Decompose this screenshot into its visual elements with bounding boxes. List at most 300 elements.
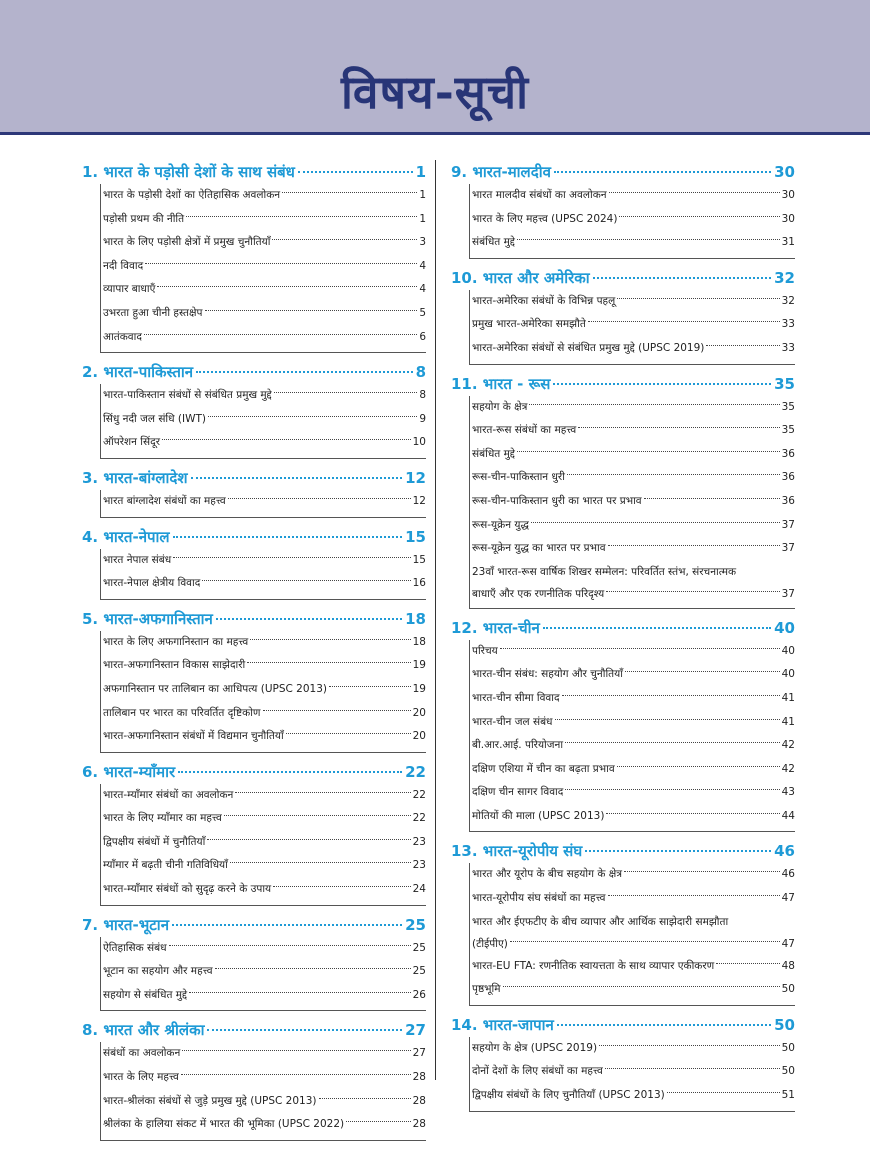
- section-title: 14. भारत-जापान: [451, 1015, 554, 1034]
- column-divider: [435, 160, 436, 1080]
- toc-entry[interactable]: [472, 711, 795, 735]
- section-title: 3. भारत-बांग्लादेश: [82, 468, 188, 487]
- dot-leader: [162, 439, 411, 440]
- entry-title-continued: बाधाएँ और एक रणनीतिक परिदृश्य: [472, 587, 605, 600]
- entry-page-number: 25: [412, 965, 426, 978]
- entry-page-number: 10: [412, 436, 426, 449]
- section-entries: [100, 549, 426, 600]
- dot-leader: [543, 627, 771, 629]
- section-title: 13. भारत-यूरोपीय संघ: [451, 842, 583, 861]
- entry-page-number: 28: [412, 1071, 426, 1084]
- dot-leader: [609, 192, 780, 193]
- entry-page-number: 20: [412, 706, 426, 719]
- section-title: 2. भारत-पाकिस्तान: [82, 363, 194, 382]
- toc-section: [82, 360, 426, 459]
- entry-line: [472, 583, 795, 605]
- section-page-number: 12: [405, 468, 426, 487]
- toc-entry[interactable]: [103, 784, 426, 808]
- dot-leader: [298, 171, 413, 173]
- toc-entry[interactable]: [472, 805, 795, 829]
- section-page-number: 50: [774, 1015, 795, 1034]
- section-entries: [100, 384, 426, 459]
- entry-page-number: 50: [781, 983, 795, 996]
- toc-entry[interactable]: [472, 337, 795, 361]
- dot-leader: [273, 886, 410, 887]
- entry-page-number: 9: [419, 412, 426, 425]
- entry-title: आतंकवाद: [103, 330, 142, 343]
- dot-leader: [619, 216, 779, 217]
- toc-entry[interactable]: [472, 490, 795, 514]
- toc-entry[interactable]: [472, 290, 795, 314]
- entry-page-number: 12: [412, 494, 426, 507]
- entry-page-number: 35: [781, 424, 795, 437]
- entry-title: रूस-यूक्रेन युद्ध का भारत पर प्रभाव: [472, 542, 606, 555]
- entry-page-number: 41: [781, 691, 795, 704]
- toc-entry[interactable]: [103, 326, 426, 350]
- entry-title: द्विपक्षीय संबंधों में चुनौतियाँ: [103, 835, 206, 848]
- dot-leader: [578, 427, 779, 428]
- toc-entry[interactable]: [472, 443, 795, 467]
- entry-page-number: 1: [419, 212, 426, 225]
- dot-leader: [329, 686, 411, 687]
- entry-title: संबंधित मुद्दे: [472, 447, 515, 460]
- section-page-number: 1: [415, 163, 426, 181]
- toc-section: [82, 607, 426, 753]
- toc-entry[interactable]: [472, 887, 795, 911]
- section-title: 8. भारत और श्रीलंका: [82, 1021, 205, 1040]
- toc-section: [82, 1018, 426, 1140]
- toc-entry[interactable]: [103, 725, 426, 749]
- section-entries: [100, 184, 426, 353]
- entry-page-number: 50: [781, 1065, 795, 1078]
- entry-title: भारत के लिए अफगानिस्तान का महत्त्व: [103, 635, 249, 648]
- entry-page-number: 16: [412, 577, 426, 590]
- entry-title-continued: (टीईपीए): [472, 937, 508, 950]
- section-heading[interactable]: [451, 160, 795, 184]
- entry-title: भारत के लिए पड़ोसी क्षेत्रों में प्रमुख चुनौतियाँ: [103, 236, 271, 249]
- toc-entry[interactable]: [103, 549, 426, 573]
- entry-title: भारत-म्याँमार संबंधों को सुदृढ़ करने के उपाय: [103, 883, 272, 896]
- toc-entry[interactable]: [472, 911, 795, 955]
- entry-page-number: 47: [781, 892, 795, 905]
- section-page-number: 25: [405, 915, 426, 934]
- toc-entry[interactable]: [472, 184, 795, 208]
- dot-leader: [529, 404, 779, 405]
- section-title: 11. भारत - रूस: [451, 374, 551, 393]
- toc-section: [451, 372, 795, 609]
- entry-title: भारत के पड़ोसी देशों का ऐतिहासिक अवलोकन: [103, 189, 281, 201]
- entry-page-number: 18: [412, 635, 426, 648]
- header-rule: [0, 132, 870, 135]
- dot-leader: [599, 1045, 780, 1046]
- section-title: 1. भारत के पड़ोसी देशों के साथ संबंध: [82, 163, 295, 181]
- entry-page-number: 36: [781, 447, 795, 460]
- toc-entry[interactable]: [472, 561, 795, 605]
- entry-page-number: 8: [419, 389, 426, 402]
- entry-page-number: 44: [781, 809, 795, 822]
- dot-leader: [517, 451, 780, 452]
- entry-title: सहयोग के क्षेत्र (UPSC 2019): [472, 1041, 598, 1054]
- section-page-number: 30: [774, 163, 795, 181]
- toc-entry[interactable]: [103, 854, 426, 878]
- entry-page-number: 46: [781, 868, 795, 881]
- toc-entry[interactable]: [472, 231, 795, 255]
- entry-title: भारत के लिए महत्त्व: [103, 1071, 179, 1084]
- entry-page-number: 22: [412, 788, 426, 801]
- section-entries: [100, 1042, 426, 1140]
- section-heading[interactable]: [451, 616, 795, 640]
- dot-leader: [555, 719, 780, 720]
- entry-title: परिचय: [472, 644, 498, 657]
- dot-leader: [553, 383, 771, 385]
- entry-title: भारत-चीन सीमा विवाद: [472, 691, 560, 704]
- toc-entry[interactable]: [103, 1090, 426, 1114]
- entry-title: सहयोग के क्षेत्र: [472, 400, 528, 413]
- section-title: 7. भारत-भूटान: [82, 915, 170, 934]
- entry-title: भारत-यूरोपीय संघ संबंधों का महत्त्व: [472, 892, 606, 905]
- dot-leader: [565, 742, 780, 743]
- dot-leader: [250, 639, 410, 640]
- dot-leader: [215, 968, 411, 969]
- entry-title: 23वाँ भारत-रूस वार्षिक शिखर सम्मेलन: परिवर्तित स्तंभ, संरचनात्मक: [472, 565, 737, 578]
- entry-title: भारत-पाकिस्तान संबंधों से संबंधित प्रमुख मुद्दे: [103, 389, 272, 402]
- toc-entry[interactable]: [103, 878, 426, 902]
- toc-section: [82, 160, 426, 353]
- entry-title: भारत-चीन संबंध: सहयोग और चुनौतियाँ: [472, 668, 623, 681]
- dot-leader: [228, 498, 411, 499]
- section-entries: [100, 490, 426, 518]
- entry-title: श्रीलंका के हालिया संकट में भारत की भूमिका (UPSC 2022): [103, 1118, 345, 1131]
- entry-title: भारत-अफगानिस्तान विकास साझेदारी: [103, 659, 246, 672]
- dot-leader: [230, 862, 411, 863]
- dot-leader: [500, 648, 780, 649]
- dot-leader: [557, 1024, 771, 1026]
- toc-left-column: [82, 160, 426, 1148]
- entry-page-number: 37: [781, 518, 795, 531]
- section-heading[interactable]: [82, 466, 426, 490]
- entry-page-number: 30: [781, 189, 795, 201]
- entry-title: भारत-अमेरिका संबंधों के विभिन्न पहलू: [472, 294, 616, 307]
- dot-leader: [517, 239, 780, 240]
- toc-section: [82, 913, 426, 1012]
- entry-page-number: 28: [412, 1118, 426, 1131]
- entry-page-number: 15: [412, 553, 426, 566]
- toc-section: [451, 839, 795, 1005]
- section-page-number: 35: [774, 374, 795, 393]
- section-title: 5. भारत-अफगानिस्तान: [82, 609, 213, 628]
- entry-title: भारत-नेपाल क्षेत्रीय विवाद: [103, 577, 201, 590]
- toc-entry[interactable]: [103, 208, 426, 232]
- toc-entry[interactable]: [472, 863, 795, 887]
- section-title: 6. भारत-म्याँमार: [82, 762, 176, 781]
- toc-entry[interactable]: [103, 631, 426, 655]
- entry-page-number: 50: [781, 1041, 795, 1054]
- toc-entry[interactable]: [472, 758, 795, 782]
- dot-leader: [503, 986, 780, 987]
- entry-title: पृष्ठभूमि: [472, 983, 501, 996]
- dot-leader: [625, 671, 780, 672]
- page-title: विषय-सूची: [340, 65, 530, 119]
- section-page-number: 46: [774, 842, 795, 861]
- toc-entry[interactable]: [472, 955, 795, 979]
- dot-leader: [644, 498, 780, 499]
- toc-entry[interactable]: [472, 514, 795, 538]
- dot-leader: [186, 216, 417, 217]
- section-entries: [469, 290, 795, 365]
- entry-page-number: 20: [412, 730, 426, 743]
- toc-entry[interactable]: [103, 831, 426, 855]
- dot-leader: [196, 371, 412, 373]
- entry-title: भारत और यूरोप के बीच सहयोग के क्षेत्र: [472, 868, 623, 881]
- entry-title: भारत नेपाल संबंध: [103, 553, 172, 566]
- dot-leader: [282, 192, 417, 193]
- entry-title: भूटान का सहयोग और महत्त्व: [103, 965, 213, 978]
- toc-entry[interactable]: [103, 678, 426, 702]
- dot-leader: [272, 239, 417, 240]
- toc-section: [451, 1013, 795, 1112]
- entry-page-number: 42: [781, 762, 795, 775]
- entry-title: भारत-चीन जल संबंध: [472, 715, 553, 728]
- entry-page-number: 35: [781, 400, 795, 413]
- entry-page-number: 4: [419, 259, 426, 272]
- dot-leader: [205, 310, 418, 311]
- dot-leader: [145, 263, 417, 264]
- toc-section: [82, 525, 426, 600]
- toc-entry[interactable]: [472, 734, 795, 758]
- entry-title: बी.आर.आई. परियोजना: [472, 739, 564, 752]
- section-heading[interactable]: [82, 607, 426, 631]
- section-heading[interactable]: [82, 525, 426, 549]
- dot-leader: [157, 286, 417, 287]
- dot-leader: [286, 733, 411, 734]
- toc-entry[interactable]: [103, 1066, 426, 1090]
- entry-title: प्रमुख भारत-अमेरिका समझौते: [472, 318, 586, 331]
- entry-page-number: 36: [781, 471, 795, 484]
- dot-leader: [263, 710, 411, 711]
- entry-title: नदी विवाद: [103, 259, 144, 272]
- dot-leader: [173, 536, 403, 538]
- toc-entry[interactable]: [472, 313, 795, 337]
- dot-leader: [716, 963, 779, 964]
- dot-leader: [605, 1068, 780, 1069]
- entry-page-number: 43: [781, 786, 795, 799]
- toc-entry[interactable]: [103, 984, 426, 1008]
- entry-page-number: 26: [412, 988, 426, 1001]
- entry-page-number: 19: [412, 659, 426, 672]
- dot-leader: [181, 1074, 411, 1075]
- dot-leader: [235, 792, 410, 793]
- dot-leader: [169, 945, 411, 946]
- toc-entry[interactable]: [103, 278, 426, 302]
- toc-entry[interactable]: [472, 1060, 795, 1084]
- dot-leader: [178, 771, 402, 773]
- dot-leader: [593, 277, 771, 279]
- entry-page-number: 30: [781, 212, 795, 225]
- section-heading[interactable]: [82, 360, 426, 384]
- dot-leader: [606, 813, 779, 814]
- toc-entry[interactable]: [472, 663, 795, 687]
- entry-title: भारत-अमेरिका संबंधों से संबंधित प्रमुख मुद्दे (UPSC 2019): [472, 341, 705, 354]
- entry-title: भारत-श्रीलंका संबंधों से जुड़े प्रमुख मुद्दे (UPSC 2013): [103, 1094, 317, 1107]
- toc-entry[interactable]: [103, 184, 426, 208]
- toc-section: [82, 466, 426, 518]
- section-page-number: 32: [774, 268, 795, 287]
- section-heading[interactable]: [451, 839, 795, 863]
- toc-entry[interactable]: [472, 687, 795, 711]
- toc-entry[interactable]: [103, 654, 426, 678]
- toc-entry[interactable]: [472, 1084, 795, 1108]
- entry-page-number: 48: [781, 959, 795, 972]
- toc-entry[interactable]: [103, 408, 426, 432]
- toc-entry[interactable]: [472, 419, 795, 443]
- toc-entry[interactable]: [472, 781, 795, 805]
- section-heading[interactable]: [451, 372, 795, 396]
- entry-page-number: 5: [419, 306, 426, 319]
- dot-leader: [274, 392, 418, 393]
- section-heading[interactable]: [82, 760, 426, 784]
- toc-right-column: [451, 160, 795, 1119]
- entry-page-number: 36: [781, 494, 795, 507]
- dot-leader: [247, 662, 410, 663]
- entry-page-number: 3: [419, 236, 426, 249]
- entry-title: म्याँमार में बढ़ती चीनी गतिविधियाँ: [103, 859, 228, 872]
- section-entries: [469, 396, 795, 609]
- entry-page-number: 41: [781, 715, 795, 728]
- entry-page-number: 37: [781, 542, 795, 555]
- entry-page-number: 33: [781, 341, 795, 354]
- toc-entry[interactable]: [103, 490, 426, 514]
- entry-page-number: 27: [412, 1047, 426, 1060]
- entry-title: भारत मालदीव संबंधों का अवलोकन: [472, 189, 607, 201]
- dot-leader: [202, 580, 410, 581]
- dot-leader: [608, 545, 780, 546]
- dot-leader: [207, 839, 410, 840]
- section-heading[interactable]: [82, 1018, 426, 1042]
- toc-entry[interactable]: [103, 960, 426, 984]
- entry-page-number: 40: [781, 668, 795, 681]
- entry-page-number: 6: [419, 330, 426, 343]
- dot-leader: [565, 789, 779, 790]
- toc-entry[interactable]: [103, 572, 426, 596]
- dot-leader: [510, 941, 780, 942]
- entry-title: व्यापार बाधाएँ: [103, 283, 156, 296]
- section-page-number: 22: [405, 762, 426, 781]
- entry-title: दक्षिण एशिया में चीन का बढ़ता प्रभाव: [472, 762, 615, 775]
- entry-title: तालिबान पर भारत का परिवर्तित दृष्टिकोण: [103, 706, 261, 719]
- dot-leader: [224, 815, 411, 816]
- entry-page-number: 32: [781, 294, 795, 307]
- dot-leader: [173, 557, 410, 558]
- entry-title: रूस-चीन-पाकिस्तान धुरी का भारत पर प्रभाव: [472, 494, 642, 507]
- entry-title: रूस-चीन-पाकिस्तान धुरी: [472, 471, 565, 484]
- section-entries: [469, 863, 795, 1005]
- toc-entry[interactable]: [103, 1113, 426, 1137]
- dot-leader: [608, 895, 780, 896]
- section-title: 4. भारत-नेपाल: [82, 527, 170, 546]
- toc-entry[interactable]: [103, 302, 426, 326]
- entry-page-number: 37: [781, 587, 795, 600]
- dot-leader: [207, 1029, 402, 1031]
- entry-title: भारत के लिए महत्त्व (UPSC 2024): [472, 212, 618, 225]
- entry-page-number: 42: [781, 739, 795, 752]
- entry-page-number: 4: [419, 283, 426, 296]
- entry-title: भारत के लिए म्याँमार का महत्त्व: [103, 812, 222, 825]
- dot-leader: [624, 871, 780, 872]
- entry-title: पड़ोसी प्रथम की नीति: [103, 212, 185, 225]
- entry-title: भारत-EU FTA: रणनीतिक स्वायत्तता के साथ व्यापार एकीकरण: [472, 959, 715, 972]
- entry-title: रूस-यूक्रेन युद्ध: [472, 518, 529, 531]
- dot-leader: [706, 345, 779, 346]
- toc-section: [451, 616, 795, 833]
- toc-entry[interactable]: [103, 231, 426, 255]
- section-entries: [100, 784, 426, 906]
- toc-entry[interactable]: [103, 255, 426, 279]
- entry-title: संबंधों का अवलोकन: [103, 1047, 181, 1060]
- toc-entry[interactable]: [472, 640, 795, 664]
- toc-entry[interactable]: [103, 1042, 426, 1066]
- toc-entry[interactable]: [472, 1037, 795, 1061]
- dot-leader: [189, 992, 411, 993]
- dot-leader: [585, 850, 771, 852]
- entry-title: अफगानिस्तान पर तालिबान का आधिपत्य (UPSC 2013): [103, 682, 327, 695]
- dot-leader: [319, 1098, 411, 1099]
- toc-entry[interactable]: [472, 978, 795, 1002]
- toc-entry[interactable]: [103, 384, 426, 408]
- section-page-number: 15: [405, 527, 426, 546]
- toc-entry[interactable]: [472, 396, 795, 420]
- toc-entry[interactable]: [103, 937, 426, 961]
- toc-section: [451, 266, 795, 365]
- section-page-number: 27: [405, 1021, 426, 1040]
- dot-leader: [208, 416, 417, 417]
- section-heading[interactable]: [82, 913, 426, 937]
- section-entries: [469, 184, 795, 259]
- entry-page-number: 40: [781, 644, 795, 657]
- toc-entry[interactable]: [472, 208, 795, 232]
- dot-leader: [144, 334, 417, 335]
- section-heading[interactable]: [451, 266, 795, 290]
- section-entries: [469, 1037, 795, 1112]
- entry-title: ऐतिहासिक संबंध: [103, 941, 167, 954]
- entry-title: भारत बांग्लादेश संबंधों का महत्त्व: [103, 494, 226, 507]
- dot-leader: [606, 591, 779, 592]
- toc-entry[interactable]: [103, 431, 426, 455]
- entry-title: सहयोग से संबंधित मुद्दे: [103, 988, 188, 1001]
- entry-title: सिंधु नदी जल संधि (IWT): [103, 412, 207, 425]
- section-page-number: 40: [774, 618, 795, 637]
- entry-page-number: 51: [781, 1089, 795, 1102]
- entry-title: भारत और ईएफटीए के बीच व्यापार और आर्थिक साझेदारी समझौता: [472, 915, 729, 928]
- entry-page-number: 19: [412, 682, 426, 695]
- section-heading[interactable]: [82, 160, 426, 184]
- toc-entry[interactable]: [472, 466, 795, 490]
- section-entries: [469, 640, 795, 833]
- dot-leader: [588, 321, 780, 322]
- entry-title: मोतियों की माला (UPSC 2013): [472, 809, 605, 822]
- entry-page-number: 24: [412, 883, 426, 896]
- toc-entry[interactable]: [103, 702, 426, 726]
- entry-title: दक्षिण चीन सागर विवाद: [472, 786, 564, 799]
- entry-line: [472, 561, 795, 583]
- entry-title: भारत-रूस संबंधों का महत्त्व: [472, 424, 577, 437]
- toc-entry[interactable]: [103, 807, 426, 831]
- dot-leader: [172, 924, 402, 926]
- toc-entry[interactable]: [472, 537, 795, 561]
- dot-leader: [567, 474, 780, 475]
- dot-leader: [191, 477, 403, 479]
- dot-leader: [531, 522, 780, 523]
- section-heading[interactable]: [451, 1013, 795, 1037]
